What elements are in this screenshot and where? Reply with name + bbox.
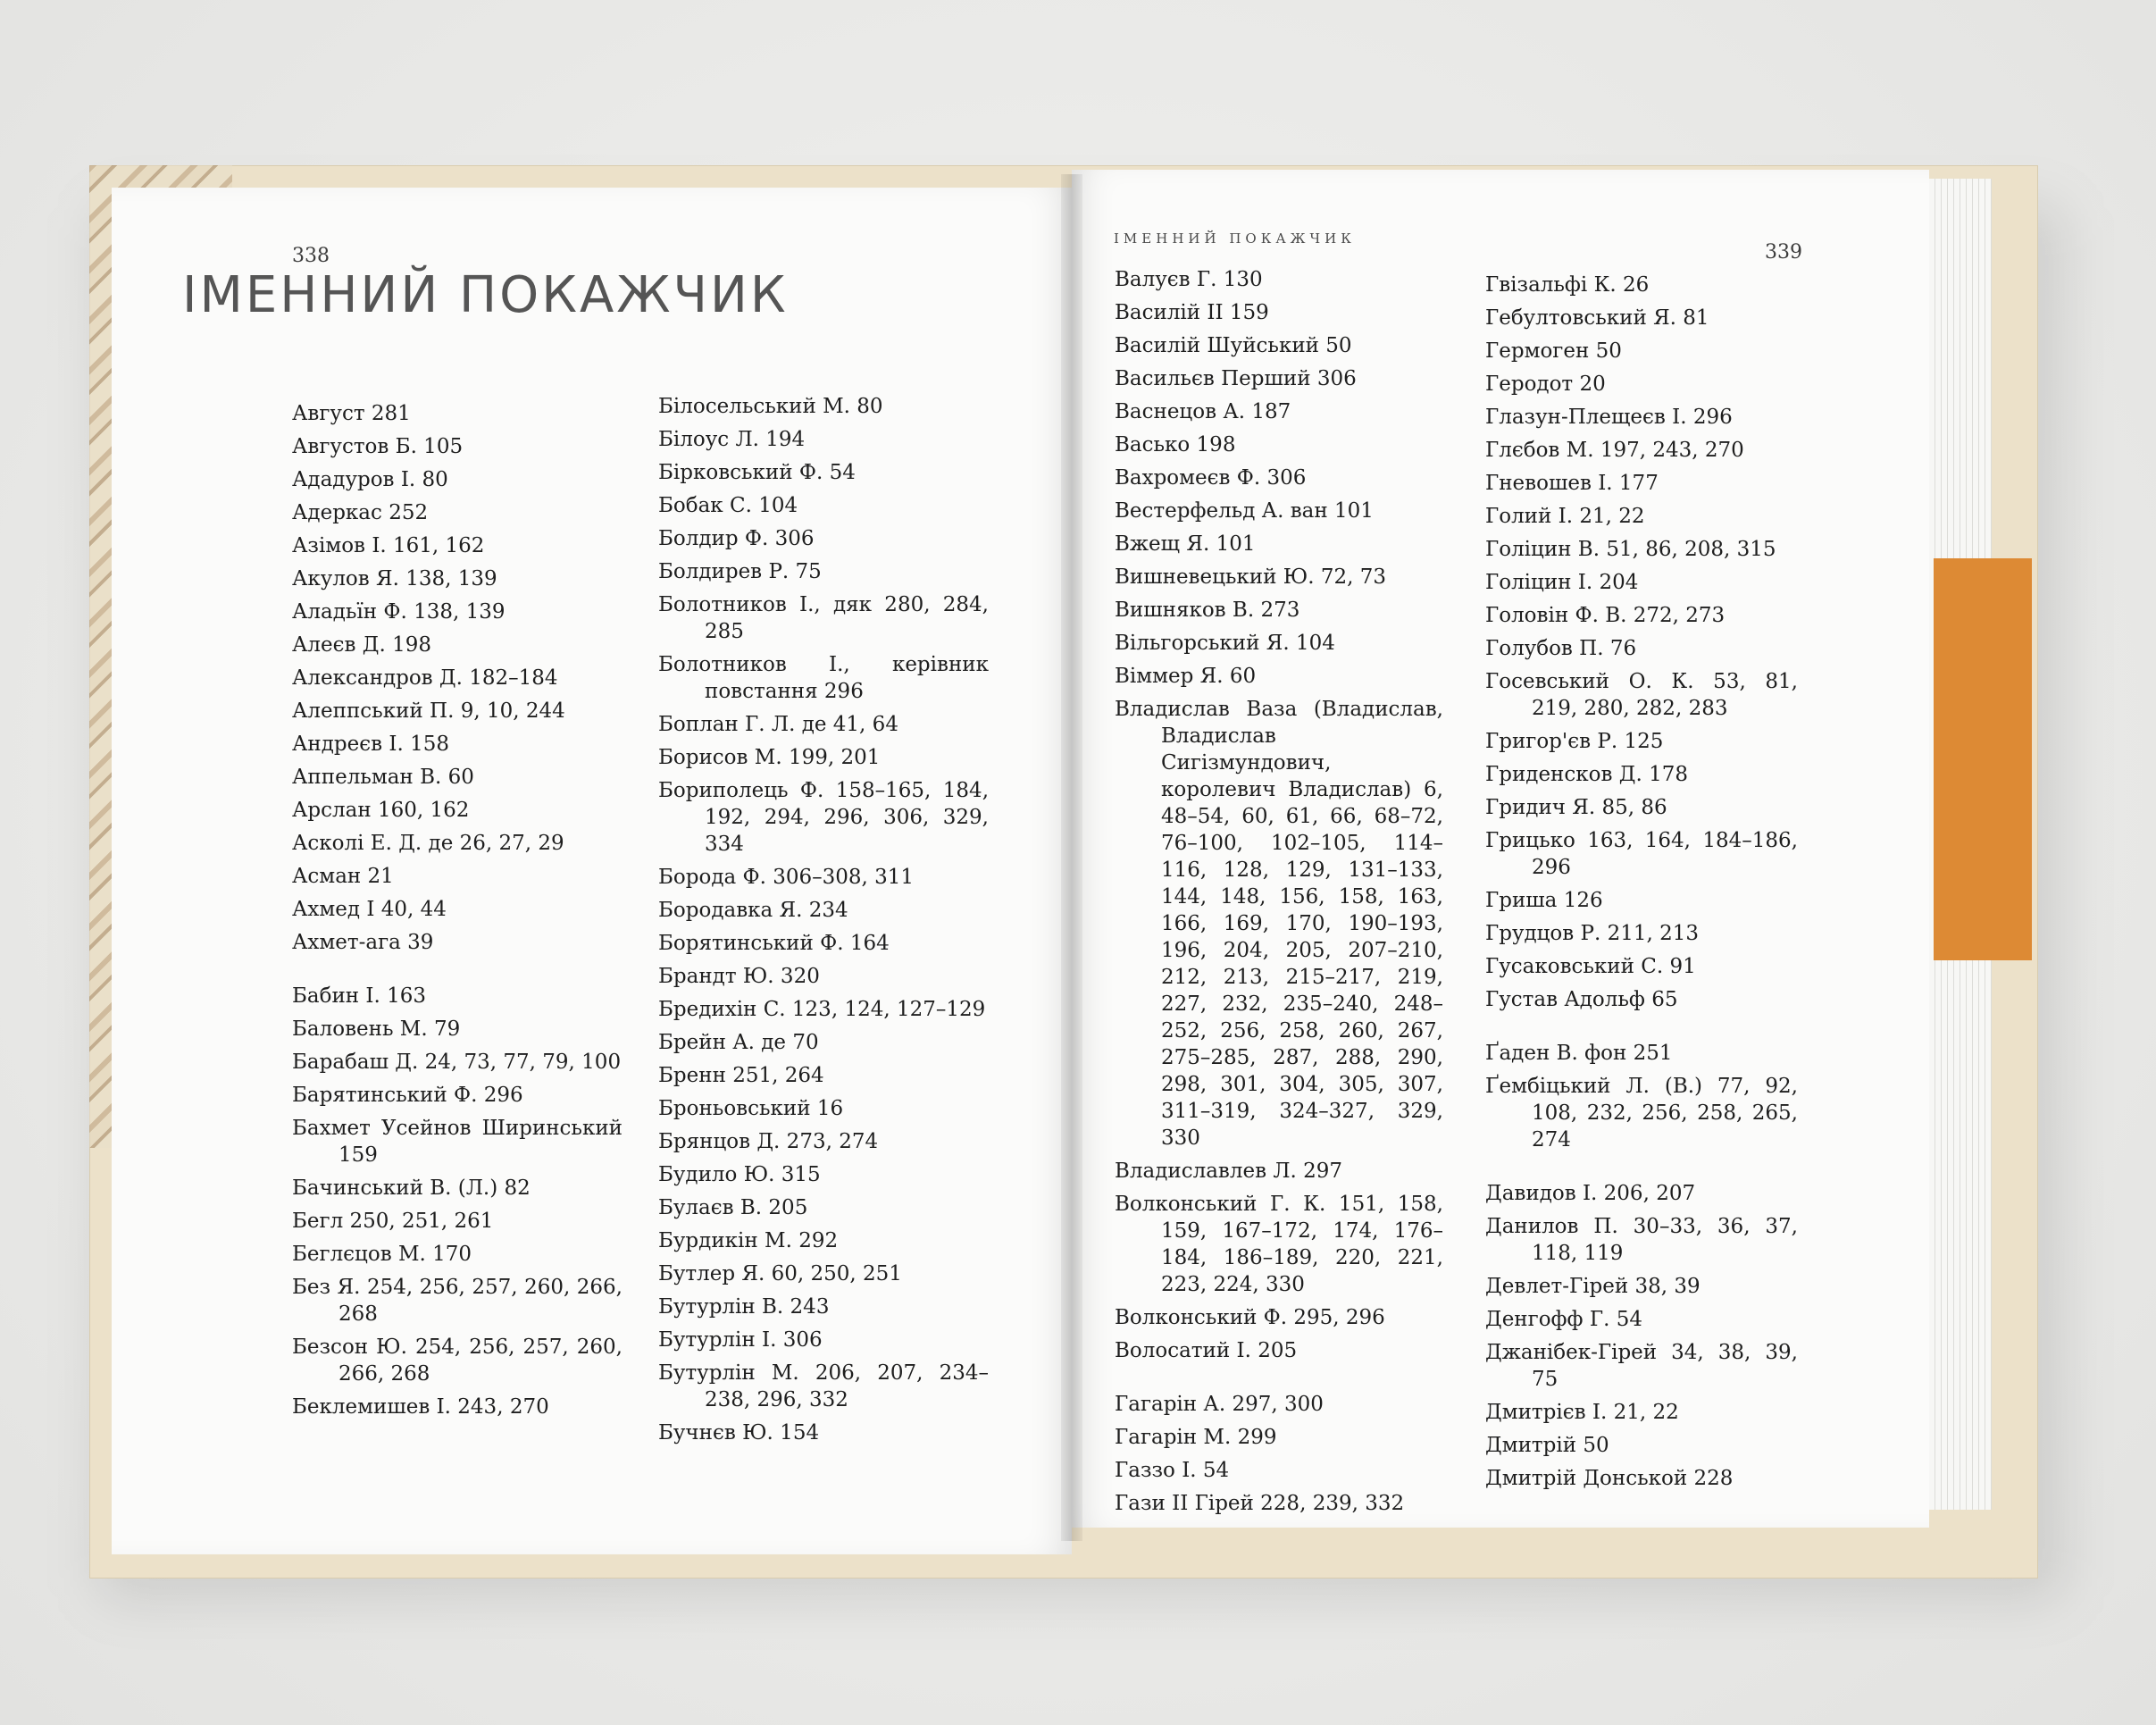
index-entry: Девлет-Гірей 38, 39 xyxy=(1485,1275,1701,1298)
index-entry: Азімов І. 161, 162 xyxy=(292,534,485,557)
index-entry: Дмитрієв І. 21, 22 xyxy=(1485,1401,1679,1424)
index-entry: Джанібек-Гірей 34, 38, 39, 75 xyxy=(1485,1341,1798,1391)
index-entry: Васнецов А. 187 xyxy=(1115,400,1291,423)
index-entry: Будило Ю. 315 xyxy=(658,1163,821,1186)
index-entry: Александров Д. 182–184 xyxy=(292,666,558,690)
index-entry: Борятинський Ф. 164 xyxy=(658,932,890,955)
index-entry: Беклемишев І. 243, 270 xyxy=(292,1395,549,1419)
index-entry: Вільгорський Я. 104 xyxy=(1115,632,1335,655)
index-entry: Гагарін А. 297, 300 xyxy=(1115,1393,1324,1416)
index-entry: Брянцов Д. 273, 274 xyxy=(658,1130,879,1153)
index-entry: Вишневецький Ю. 72, 73 xyxy=(1115,565,1386,589)
index-entry: Гази II Гірей 228, 239, 332 xyxy=(1115,1492,1405,1515)
index-entry: Болдир Ф. 306 xyxy=(658,527,815,550)
index-column-2 xyxy=(658,393,989,1453)
index-entry: Грицько 163, 164, 184–186, 296 xyxy=(1485,829,1798,879)
index-entry: Данилов П. 30–33, 36, 37, 118, 119 xyxy=(1485,1215,1798,1265)
index-entry: Ададуров І. 80 xyxy=(292,468,448,491)
index-entry: Беглєцов М. 170 xyxy=(292,1243,472,1266)
index-entry: Грудцов Р. 211, 213 xyxy=(1485,922,1700,945)
index-entry: Аладьїн Ф. 138, 139 xyxy=(292,600,506,624)
index-entry: Гебултовський Я. 81 xyxy=(1485,306,1709,330)
index-entry: Бутурлін І. 306 xyxy=(658,1328,823,1352)
index-entry: Гусаковський С. 91 xyxy=(1485,955,1696,978)
page-title: ІМЕННИЙ ПОКАЖЧИК xyxy=(182,266,789,324)
index-entry: Густав Адольф 65 xyxy=(1485,988,1678,1011)
index-entry: Брандт Ю. 320 xyxy=(658,965,820,988)
index-entry: Борода Ф. 306–308, 311 xyxy=(658,866,915,889)
running-head: ІМЕННИЙ ПОКАЖЧИК xyxy=(1114,230,1356,247)
index-entry: Борисов М. 199, 201 xyxy=(658,746,881,769)
index-entry: Бутлер Я. 60, 250, 251 xyxy=(658,1262,902,1285)
index-entry: Голий І. 21, 22 xyxy=(1485,505,1645,528)
index-entry: Брейн А. де 70 xyxy=(658,1031,819,1054)
index-entry: Газзо І. 54 xyxy=(1115,1459,1230,1482)
index-entry: Денгофф Г. 54 xyxy=(1485,1308,1642,1331)
index-entry: Давидов І. 206, 207 xyxy=(1485,1182,1696,1205)
index-entry: Безсон Ю. 254, 256, 257, 260, 266, 268 xyxy=(292,1336,623,1386)
index-entry: Білосельський М. 80 xyxy=(658,395,883,418)
index-entry: Арслан 160, 162 xyxy=(292,799,470,822)
index-entry: Голіцин І. 204 xyxy=(1485,571,1639,594)
index-entry: Бутурлін М. 206, 207, 234–238, 296, 332 xyxy=(658,1361,989,1411)
index-entry: Голіцин В. 51, 86, 208, 315 xyxy=(1485,538,1776,561)
index-entry: Август 281 xyxy=(292,402,411,425)
left-page-number: 338 xyxy=(292,245,330,267)
index-entry: Гриденсков Д. 178 xyxy=(1485,763,1688,786)
index-entry: Бурдикін М. 292 xyxy=(658,1229,839,1252)
index-entry: Алеппський П. 9, 10, 244 xyxy=(292,699,565,723)
index-entry: Білоус Л. 194 xyxy=(658,428,806,451)
index-entry: Дмитрій Донськой 228 xyxy=(1485,1467,1734,1490)
index-entry: Василій Шуйський 50 xyxy=(1115,334,1352,357)
index-entry: Владислав Ваза (Владислав, Владислав Сигізмундович, королевич Владислав) 6, 48–54, 60, 61, 66, 68–72, 76–100, 102–105, 114–116, 128, 129, 131–133, 144, 148, 156, 158, 163, 166, 169, 170, 190–193, 196, 204, 205, 207–210, 212, 213, 215–217, 219, 227, 232, 235–240, 248–252, 256, 258, 260, 267, 275–285, 287, 288, 290, 298, 301, 304, 305, 307, 311–319, 324–327, 329, 330 xyxy=(1115,698,1443,1150)
index-entry: Бачинський В. (Л.) 82 xyxy=(292,1177,531,1200)
index-entry: Барятинський Ф. 296 xyxy=(292,1084,523,1107)
index-entry: Ахмет-ага 39 xyxy=(292,931,434,954)
index-entry: Болдирев Р. 75 xyxy=(658,560,822,583)
index-entry: Бірковський Ф. 54 xyxy=(658,461,856,484)
index-entry: Вжещ Я. 101 xyxy=(1115,532,1256,556)
index-column-3 xyxy=(1115,266,1443,1523)
index-entry: Віммер Я. 60 xyxy=(1115,665,1257,688)
index-entry: Волконський Ф. 295, 296 xyxy=(1115,1306,1385,1329)
index-entry: Ґембіцький Л. (В.) 77, 92, 108, 232, 256, 258, 265, 274 xyxy=(1485,1075,1798,1151)
bookmark-ribbon xyxy=(1934,558,2032,960)
index-entry: Гневошев І. 177 xyxy=(1485,472,1659,495)
index-entry: Акулов Я. 138, 139 xyxy=(292,567,497,590)
index-entry: Гвізальфі К. 26 xyxy=(1485,273,1650,297)
index-entry: Бегл 250, 251, 261 xyxy=(292,1210,494,1233)
index-entry: Головін Ф. В. 272, 273 xyxy=(1485,604,1726,627)
index-entry: Аппельман В. 60 xyxy=(292,766,474,789)
index-entry: Гагарін М. 299 xyxy=(1115,1426,1277,1449)
index-entry: Асман 21 xyxy=(292,865,394,888)
index-entry: Бородавка Я. 234 xyxy=(658,899,848,922)
index-entry: Бабин І. 163 xyxy=(292,984,427,1008)
index-entry: Барабаш Д. 24, 73, 77, 79, 100 xyxy=(292,1051,622,1074)
index-entry: Бредихін С. 123, 124, 127–129 xyxy=(658,998,986,1021)
index-entry: Владиславлев Л. 297 xyxy=(1115,1160,1343,1183)
index-entry: Ґаден В. фон 251 xyxy=(1485,1042,1673,1065)
index-entry: Дмитрій 50 xyxy=(1485,1434,1609,1457)
index-entry: Вестерфельд А. ван 101 xyxy=(1115,499,1374,523)
index-entry: Василій II 159 xyxy=(1115,301,1269,324)
index-entry: Гриша 126 xyxy=(1485,889,1603,912)
index-entry: Бренн 251, 264 xyxy=(658,1064,824,1087)
index-entry: Булаєв В. 205 xyxy=(658,1196,808,1219)
index-entry: Ахмед І 40, 44 xyxy=(292,898,447,921)
index-entry: Алеєв Д. 198 xyxy=(292,633,432,657)
index-entry: Бутурлін В. 243 xyxy=(658,1295,830,1319)
index-entry: Вахромеєв Ф. 306 xyxy=(1115,466,1307,490)
index-entry: Гридич Я. 85, 86 xyxy=(1485,796,1667,819)
index-column-4 xyxy=(1485,272,1798,1498)
index-entry: Госевський О. К. 53, 81, 219, 280, 282, 283 xyxy=(1485,670,1798,720)
index-entry: Гермоген 50 xyxy=(1485,339,1622,363)
index-entry: Волосатий І. 205 xyxy=(1115,1339,1298,1362)
index-entry: Августов Б. 105 xyxy=(292,435,464,458)
index-entry: Волконський Г. К. 151, 158, 159, 167–172, 174, 176–184, 186–189, 220, 221, 223, 224, 330 xyxy=(1115,1193,1443,1296)
index-entry: Без Я. 254, 256, 257, 260, 266, 268 xyxy=(292,1276,623,1326)
index-entry: Глєбов М. 197, 243, 270 xyxy=(1485,439,1744,462)
index-column-1 xyxy=(292,400,623,1427)
index-entry: Адеркас 252 xyxy=(292,501,429,524)
index-entry: Васильєв Перший 306 xyxy=(1115,367,1357,390)
index-entry: Григор'єв Р. 125 xyxy=(1485,730,1664,753)
index-entry: Валуєв Г. 130 xyxy=(1115,268,1263,291)
index-entry: Глазун-Плещеєв І. 296 xyxy=(1485,406,1733,429)
index-entry: Бобак С. 104 xyxy=(658,494,798,517)
index-entry: Вишняков В. 273 xyxy=(1115,599,1300,622)
index-entry: Болотников І., дяк 280, 284, 285 xyxy=(658,593,989,643)
index-entry: Баловень М. 79 xyxy=(292,1017,461,1041)
index-entry: Асколі Е. Д. де 26, 27, 29 xyxy=(292,832,564,855)
book-gutter xyxy=(1061,174,1082,1541)
index-entry: Боплан Г. Л. де 41, 64 xyxy=(658,713,898,736)
index-entry: Бучнєв Ю. 154 xyxy=(658,1421,820,1444)
index-entry: Болотников І., керівник повстання 296 xyxy=(658,653,989,703)
right-page-number: 339 xyxy=(1765,241,1802,264)
index-entry: Геродот 20 xyxy=(1485,373,1606,396)
index-entry: Васько 198 xyxy=(1115,433,1236,456)
index-entry: Бориполець Ф. 158–165, 184, 192, 294, 296, 306, 329, 334 xyxy=(658,779,989,856)
index-entry: Броньовський 16 xyxy=(658,1097,844,1120)
index-entry: Бахмет Усейнов Ширинський 159 xyxy=(292,1117,623,1167)
index-entry: Голубов П. 76 xyxy=(1485,637,1637,660)
index-entry: Андреєв І. 158 xyxy=(292,733,449,756)
